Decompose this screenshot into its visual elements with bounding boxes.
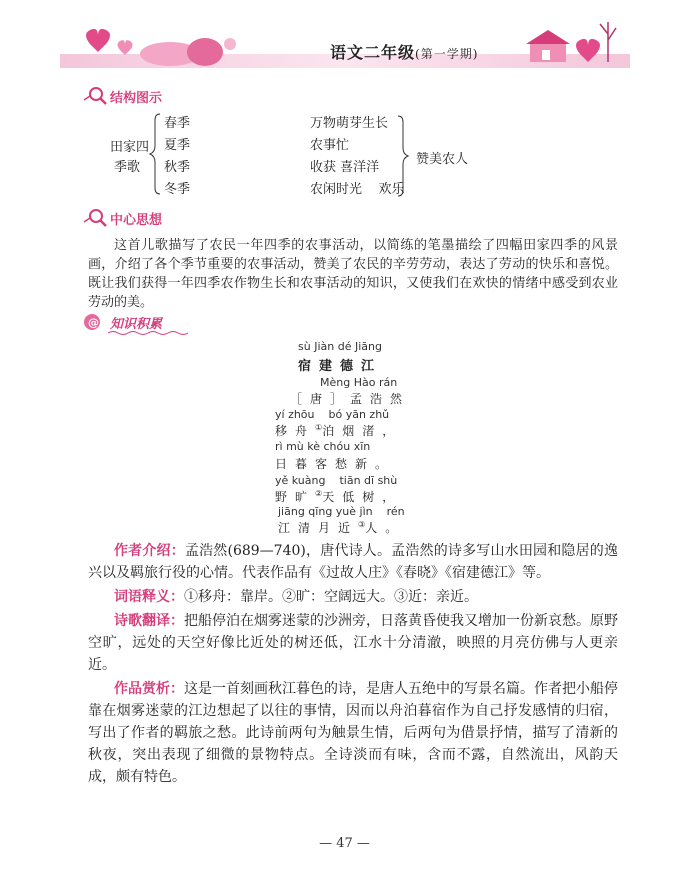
poem-appreciation (88, 678, 618, 788)
section-knowledge-header (82, 312, 162, 332)
poem-line-text: 人。 (365, 521, 406, 535)
appreciation-text: 这是一首刻画秋江暮色的诗，是唐人五绝中的写景名篇。作者把小船停靠在烟雾迷蒙的江边想起了以往的事情，因而以舟泊暮宿作为自己抒发感情的归宿，写出了作者的羁旅之愁。此诗前两句为触景生情，后两句为借景抒情，描写了清新的秋夜，突出表现了细微的景物特点。全诗淡而有味，含而不露，自然流出，风韵天成，颇有特色。 (88, 681, 618, 785)
poem-title-pinyin: sù Jiàn dé Jiāng (298, 340, 382, 353)
central-idea-paragraph (88, 236, 618, 312)
author-intro (88, 540, 618, 584)
footnote-mark: ③ (358, 520, 366, 529)
activity-item: 农事忙 (310, 138, 350, 153)
poem-line-text: 移舟 (275, 424, 316, 438)
central-idea-text: 这首儿歌描写了农民一年四季的农事活动，以简练的笔墨描绘了四幅田家四季的风景画，介绍了各个季节重要的农事活动，赞美了农民的辛劳劳动，表达了劳动的快乐和喜悦。既让我们获得一年四季农作物生长和农事活动的知识，又使我们在欢快的情绪中感受到农业劳动的美。 (88, 238, 618, 310)
poem-line (278, 519, 405, 536)
pencil-badge-icon (82, 312, 108, 332)
section-title: 知识积累 (110, 316, 163, 332)
poem-line-pinyin: rì mù kè chóu xīn (275, 440, 371, 453)
poem-title: 宿建德江 (298, 359, 383, 374)
diagram-title-line1: 田家四 (110, 140, 150, 155)
activity-item: 万物萌芽生长 (310, 116, 389, 131)
poem-line-pinyin: jiāng qīng yuè jìn rén (278, 505, 405, 518)
page-header-title (330, 40, 478, 63)
season-item: 秋季 (164, 160, 191, 175)
poem-author-pinyin: Mèng Hào rán (320, 376, 398, 389)
author-intro-label: 作者介绍： (114, 543, 185, 559)
poem-line-text: 江清月近 (278, 521, 359, 535)
poem-line-text: 泊烟渚， (322, 424, 403, 438)
notes-block (88, 540, 618, 790)
word-meanings (88, 586, 618, 608)
season-item: 冬季 (164, 182, 191, 197)
poem-line-text: 日暮客愁新。 (275, 457, 396, 471)
section-title: 中心思想 (110, 212, 163, 228)
poem-line-pinyin: yě kuàng tiān dī shù (275, 474, 398, 487)
structure-diagram (100, 110, 540, 200)
poem-translation (88, 610, 618, 676)
poem-line (275, 488, 402, 505)
poem-author: ［唐］孟浩然 (290, 392, 411, 406)
translation-text: 把船停泊在烟雾迷蒙的沙洲旁，日落黄昏使我又增加一份新哀愁。原野空旷，远处的天空好像比近处的树还低，江水十分清澈，映照的月亮仿佛与人更亲近。 (88, 613, 618, 673)
book-title: 语文二年级 (330, 43, 416, 62)
season-item: 春季 (164, 116, 191, 131)
svg-text:@: @ (88, 316, 99, 329)
section-central-idea-header (82, 208, 162, 228)
poem-line-text: 野旷 (275, 490, 316, 504)
appreciation-label: 作品赏析： (114, 681, 184, 697)
page-number: — 47 — (319, 836, 370, 851)
diagram-title-line2: 季歌 (114, 160, 141, 175)
poem-line (275, 455, 395, 472)
activity-item: 收获 喜洋洋 (310, 160, 380, 175)
diagram-conclusion: 赞美农人 (416, 152, 469, 167)
poem-line-pinyin: yí zhōu bó yān zhǔ (275, 408, 390, 421)
footnote-mark: ① (315, 423, 323, 432)
translation-label: 诗歌翻译： (114, 613, 184, 629)
word-meanings-text: ①移舟：靠岸。②旷：空阔远大。③近：亲近。 (184, 589, 478, 605)
word-meanings-label: 词语释义： (114, 589, 184, 605)
season-item: 夏季 (164, 138, 191, 153)
activity-item: 农闲时光 欢乐 (310, 182, 405, 197)
magnifier-icon (82, 208, 108, 228)
poem-line-text: 天低树， (322, 490, 403, 504)
wavy-underline (108, 330, 188, 336)
author-intro-text: 孟浩然(689—740)，唐代诗人。孟浩然的诗多写山水田园和隐居的逸兴以及羁旅行役的心情。代表作品有《过故人庄》《春晓》《宿建德江》等。 (88, 543, 618, 581)
section-structure-header (82, 86, 162, 106)
footnote-mark: ② (315, 489, 323, 498)
section-title: 结构图示 (110, 90, 163, 106)
book-subtitle: (第一学期) (415, 47, 479, 61)
magnifier-icon (82, 86, 108, 106)
poem-line (275, 422, 402, 439)
